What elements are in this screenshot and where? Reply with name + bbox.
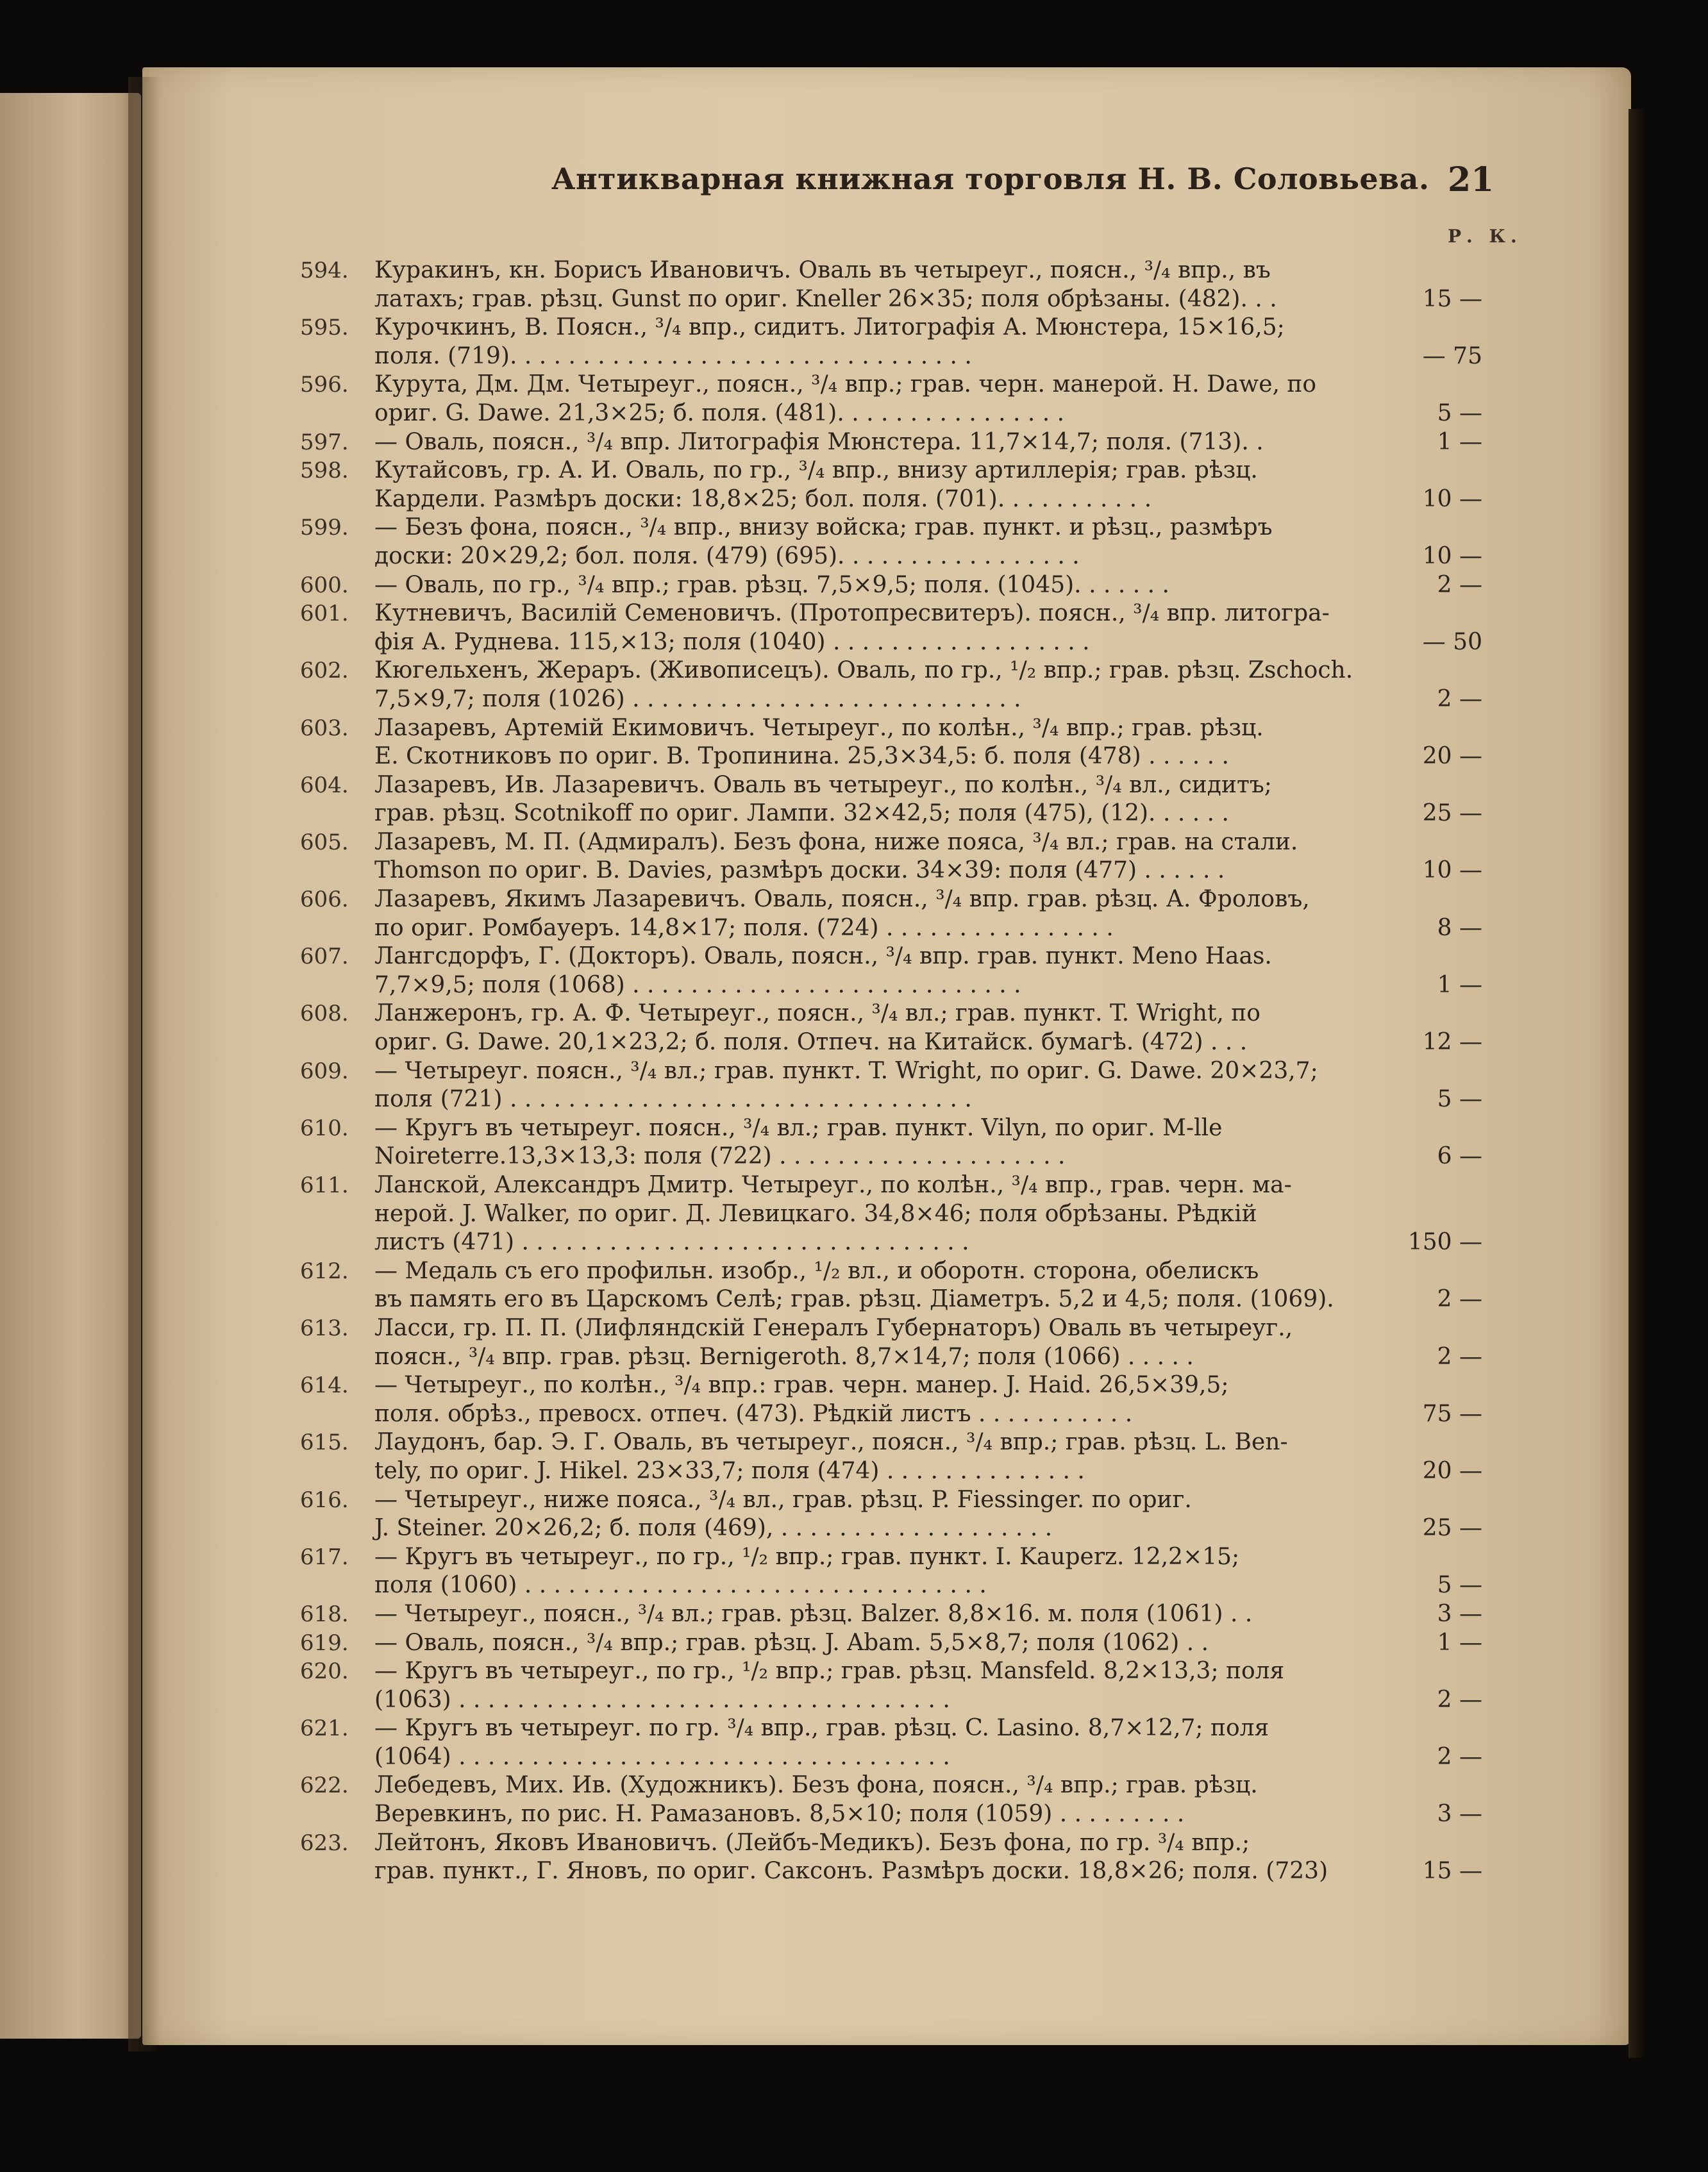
catalog-entry [0, 1486, 1487, 1543]
entry-number: 604. [300, 772, 349, 798]
entry-line [0, 1657, 1487, 1686]
entry-line [0, 542, 1487, 571]
entry-text: — Кругъ въ четыреуг. по гр. ³/₄ впр., грав. рѣзц. C. Lasino. 8,7×12,7; поля [374, 1715, 1269, 1742]
entry-text: — Четыреуг., ниже пояса., ³/₄ вл., грав. рѣзц. P. Fiessinger. по ориг. [374, 1486, 1192, 1513]
catalog-entry [0, 1714, 1487, 1771]
catalog-entry [0, 942, 1487, 999]
entry-line [0, 942, 1487, 971]
entry-price: 2 — [1437, 685, 1482, 712]
entry-number: 605. [300, 829, 349, 855]
entry-line [0, 885, 1487, 914]
entry-price: 1 — [1437, 1629, 1482, 1656]
entry-number: 622. [300, 1773, 349, 1799]
entry-line [0, 514, 1487, 542]
entry-line [0, 256, 1487, 285]
entry-number: 620. [300, 1658, 349, 1685]
entry-number: 607. [300, 944, 349, 970]
entry-text: Кардели. Размѣръ доски: 18,8×25; бол. поля. (701). . . . . . . . . . . [374, 485, 1152, 512]
entry-line [0, 856, 1487, 885]
entry-text: нерой. J. Walker, по ориг. Д. Левицкаго. 34,8×46; поля обрѣзаны. Рѣдкій [374, 1200, 1257, 1227]
entry-text: Thomson по ориг. B. Davies, размѣръ доски. 34×39: поля (477) . . . . . . [374, 857, 1225, 884]
entry-text: Лангсдорфъ, Г. (Докторъ). Оваль, поясн., ³/₄ впр. грав. пункт. Meno Haas. [374, 943, 1272, 970]
entry-line [0, 628, 1487, 657]
entry-text: — Безъ фона, поясн., ³/₄ впр., внизу войска; грав. пункт. и рѣзц., размѣръ [374, 514, 1273, 541]
entry-price: 8 — [1437, 914, 1482, 941]
entry-number: 618. [300, 1601, 349, 1627]
entry-text: Noireterre.13,3×13,3: поля (722) . . . . . . . . . . . . . . . . . . . . [374, 1143, 1066, 1170]
entry-price: 3 — [1437, 1600, 1482, 1627]
entry-line [0, 1085, 1487, 1114]
entry-number: 595. [300, 315, 349, 341]
catalog-entry [0, 1314, 1487, 1371]
entry-price: 5 — [1437, 1572, 1482, 1599]
catalog-entry [0, 1171, 1487, 1257]
entry-line [0, 1571, 1487, 1600]
entry-line [0, 1257, 1487, 1286]
entry-price: 6 — [1437, 1143, 1482, 1170]
entry-line [0, 1228, 1487, 1257]
entry-text: — Медаль съ его профильн. изобр., ¹/₂ вл., и оборотн. сторона, обелискъ [374, 1257, 1259, 1284]
entry-line [0, 1714, 1487, 1743]
entry-line [0, 456, 1487, 485]
entry-price: 20 — [1422, 743, 1482, 770]
entry-price: 1 — [1437, 971, 1482, 998]
entry-line [0, 313, 1487, 342]
entry-price: 25 — [1422, 800, 1482, 827]
entry-text: Ласси, гр. П. П. (Лифляндскій Генералъ Губернаторъ) Оваль въ четыреуг., [374, 1314, 1293, 1341]
catalog-entry [0, 1428, 1487, 1485]
entry-number: 619. [300, 1630, 349, 1656]
entry-text: — Четыреуг., по колѣн., ³/₄ впр.: грав. черн. манер. J. Haid. 26,5×39,5; [374, 1372, 1229, 1399]
entry-line [0, 1857, 1487, 1886]
catalog-entry [0, 771, 1487, 828]
entry-number: 610. [300, 1115, 349, 1141]
entry-line [0, 1514, 1487, 1543]
entry-price: 12 — [1422, 1029, 1482, 1056]
entry-line [0, 1428, 1487, 1457]
catalog-entry [0, 656, 1487, 714]
entry-text: Кутневичъ, Василій Семеновичъ. (Протопресвитеръ). поясн., ³/₄ впр. литогра- [374, 600, 1330, 627]
entry-number: 598. [300, 458, 349, 484]
entry-line [0, 1771, 1487, 1800]
entry-line [0, 656, 1487, 685]
entry-text: Лазаревъ, Якимъ Лазаревичъ. Оваль, поясн., ³/₄ впр. грав. рѣзц. А. Фроловъ, [374, 886, 1310, 913]
catalog-entry [0, 1057, 1487, 1114]
entry-number: 621. [300, 1716, 349, 1742]
entry-text: Лейтонъ, Яковъ Ивановичъ. (Лейбъ-Медикъ). Безъ фона, по гр. ³/₄ впр.; [374, 1829, 1250, 1856]
entry-line [0, 1600, 1487, 1629]
entry-text: поля. (719). . . . . . . . . . . . . . . . . . . . . . . . . . . . . . . . [374, 342, 972, 369]
entry-text: (1063) . . . . . . . . . . . . . . . . . . . . . . . . . . . . . . . . . . [374, 1686, 950, 1713]
entry-line [0, 1371, 1487, 1400]
entry-line [0, 1314, 1487, 1343]
entry-number: 597. [300, 429, 349, 455]
entry-line [0, 342, 1487, 371]
entry-line [0, 1057, 1487, 1086]
entry-text: Кюгельхенъ, Жераръ. (Живописецъ). Оваль, по гр., ¹/₂ впр.; грав. рѣзц. Zschoch. [374, 657, 1353, 684]
entry-text: Лазаревъ, Ив. Лазаревичъ. Оваль въ четыреуг., по колѣн., ³/₄ вл., сидитъ; [374, 771, 1272, 798]
entry-line [0, 1171, 1487, 1200]
entry-text: поля (1060) . . . . . . . . . . . . . . . . . . . . . . . . . . . . . . . . [374, 1572, 987, 1599]
entry-line [0, 1486, 1487, 1515]
entry-text: фія А. Руднева. 115,×13; поля (1040) . . . . . . . . . . . . . . . . . . [374, 628, 1090, 655]
page-edge-shadow [1628, 109, 1645, 2058]
entry-price: 1 — [1437, 428, 1482, 455]
entry-text: — Оваль, поясн., ³/₄ впр. Литографія Мюнстера. 11,7×14,7; поля. (713). . [374, 428, 1264, 455]
entry-price: 5 — [1437, 1086, 1482, 1113]
entry-text: (1064) . . . . . . . . . . . . . . . . . . . . . . . . . . . . . . . . . . [374, 1743, 950, 1770]
entry-text: ориг. G. Dawe. 21,3×25; б. поля. (481). . . . . . . . . . . . . . . . [374, 399, 1065, 426]
entry-text: — Кругъ въ четыреуг., по гр., ¹/₂ впр.; грав. пункт. I. Kauperz. 12,2×15; [374, 1543, 1240, 1570]
catalog-entry [0, 828, 1487, 885]
entry-text: Ланской, Александръ Дмитр. Четыреуг., по колѣн., ³/₄ впр., грав. черн. ма- [374, 1172, 1292, 1198]
catalog-entry [0, 1114, 1487, 1171]
catalog-entry [0, 1629, 1487, 1658]
entry-line [0, 1343, 1487, 1372]
entry-price: 10 — [1422, 485, 1482, 512]
entry-line [0, 1142, 1487, 1171]
running-head: Антикварная книжная торговля Н. В. Соловьева. [551, 162, 1430, 196]
entry-number: 596. [300, 372, 349, 398]
entry-price: 10 — [1422, 542, 1482, 569]
entry-line [0, 1200, 1487, 1229]
entry-number: 608. [300, 1001, 349, 1027]
entry-line [0, 1743, 1487, 1772]
entry-text: листъ (471) . . . . . . . . . . . . . . . . . . . . . . . . . . . . . . . [374, 1229, 969, 1256]
catalog-entry [0, 313, 1487, 371]
entry-line [0, 1114, 1487, 1143]
entry-number: 594. [300, 258, 349, 283]
entry-price: 2 — [1437, 1686, 1482, 1713]
entry-number: 612. [300, 1258, 349, 1284]
entry-text: грав. рѣзц. Scotnikoff по ориг. Лампи. 32×42,5; поля (475), (12). . . . . . [374, 800, 1229, 827]
entry-line [0, 999, 1487, 1028]
entry-line [0, 1629, 1487, 1658]
entry-number: 609. [300, 1058, 349, 1084]
entry-price: 15 — [1422, 1858, 1482, 1885]
entry-text: грав. пункт., Г. Яновъ, по ориг. Саксонъ. Размѣръ доски. 18,8×26; поля. (723) [374, 1858, 1328, 1885]
entry-line [0, 1028, 1487, 1057]
entry-line [0, 1457, 1487, 1486]
entry-price: 2 — [1437, 1743, 1482, 1770]
entry-text: — Оваль, поясн., ³/₄ впр.; грав. рѣзц. J. Abam. 5,5×8,7; поля (1062) . . [374, 1629, 1209, 1656]
entry-number: 606. [300, 887, 349, 913]
entry-line [0, 914, 1487, 943]
catalog-entry [0, 371, 1487, 428]
entry-text: Лаудонъ, бар. Э. Г. Оваль, въ четыреуг., поясн., ³/₄ впр.; грав. рѣзц. L. Ben- [374, 1429, 1288, 1456]
catalog-entry [0, 1600, 1487, 1629]
entry-text: Лебедевъ, Мих. Ив. (Художникъ). Безъ фона, поясн., ³/₄ впр.; грав. рѣзц. [374, 1772, 1258, 1799]
entry-number: 601. [300, 601, 349, 627]
catalog-entry [0, 714, 1487, 771]
entry-line [0, 685, 1487, 714]
entry-text: Куракинъ, кн. Борисъ Ивановичъ. Оваль въ четыреуг., поясн., ³/₄ впр., въ [374, 257, 1271, 283]
entry-price: 10 — [1422, 857, 1482, 884]
entry-line [0, 1543, 1487, 1572]
entry-text: — Оваль, по гр., ³/₄ впр.; грав. рѣзц. 7,5×9,5; поля. (1045). . . . . . . [374, 571, 1169, 598]
entry-number: 613. [300, 1315, 349, 1341]
catalog-entry [0, 514, 1487, 571]
entry-text: Е. Скотниковъ по ориг. В. Тропинина. 25,3×34,5: б. поля (478) . . . . . . [374, 743, 1229, 770]
entry-number: 614. [300, 1373, 349, 1399]
entry-line [0, 371, 1487, 399]
entry-line [0, 1800, 1487, 1829]
entry-price: 15 — [1422, 285, 1482, 312]
entry-line [0, 485, 1487, 514]
entry-text: Курочкинъ, В. Поясн., ³/₄ впр., сидитъ. Литографія А. Мюнстера, 15×16,5; [374, 314, 1285, 341]
entry-number: 600. [300, 572, 349, 598]
entry-text: поясн., ³/₄ впр. грав. рѣзц. Bernigeroth. 8,7×14,7; поля (1066) . . . . . [374, 1343, 1194, 1370]
entry-number: 616. [300, 1487, 349, 1513]
entry-line [0, 771, 1487, 800]
entry-price: 150 — [1407, 1229, 1482, 1256]
entry-text: — Четыреуг. поясн., ³/₄ вл.; грав. пункт. T. Wright, по ориг. G. Dawe. 20×23,7; [374, 1057, 1318, 1084]
catalog-entry [0, 1543, 1487, 1600]
entry-price: 75 — [1422, 1400, 1482, 1427]
entry-price: — 75 [1422, 342, 1482, 369]
entry-text: латахъ; грав. рѣзц. Gunst по ориг. Kneller 26×35; поля обрѣзаны. (482). . . [374, 285, 1277, 312]
entry-text: tely, по ориг. J. Hikel. 23×33,7; поля (474) . . . . . . . . . . . . . . [374, 1457, 1085, 1484]
entry-line [0, 714, 1487, 743]
entry-number: 623. [300, 1830, 349, 1856]
entry-text: — Кругъ въ четыреуг. поясн., ³/₄ вл.; грав. пункт. Vilyn, по ориг. M-lle [374, 1114, 1223, 1141]
price-column-header: Р. К. [1448, 226, 1522, 247]
entry-text: 7,7×9,5; поля (1068) . . . . . . . . . . . . . . . . . . . . . . . . . . . [374, 971, 1021, 998]
entry-line [0, 1285, 1487, 1314]
catalog-entry [0, 599, 1487, 656]
entry-text: — Четыреуг., поясн., ³/₄ вл.; грав. рѣзц. Balzer. 8,8×16. м. поля (1061) . . [374, 1600, 1253, 1627]
entry-text: — Кругъ въ четыреуг., по гр., ¹/₂ впр.; грав. рѣзц. Mansfeld. 8,2×13,3; поля [374, 1658, 1285, 1685]
entry-text: поля. обрѣз., превосх. отпеч. (473). Рѣдкій листъ . . . . . . . . . . . [374, 1400, 1133, 1427]
entry-text: доски: 20×29,2; бол. поля. (479) (695). . . . . . . . . . . . . . . . . [374, 542, 1080, 569]
entry-text: Кутайсовъ, гр. А. И. Оваль, по гр., ³/₄ впр., внизу артиллерія; грав. рѣзц. [374, 457, 1258, 484]
catalog-entry [0, 428, 1487, 457]
entry-text: 7,5×9,7; поля (1026) . . . . . . . . . . . . . . . . . . . . . . . . . . . [374, 685, 1021, 712]
entry-number: 603. [300, 715, 349, 741]
entry-text: Лазаревъ, М. П. (Адмиралъ). Безъ фона, ниже пояса, ³/₄ вл.; грав. на стали. [374, 828, 1298, 855]
entry-price: 25 — [1422, 1515, 1482, 1542]
entry-text: J. Steiner. 20×26,2; б. поля (469), . . . . . . . . . . . . . . . . . . . [374, 1515, 1053, 1542]
entry-text: Курута, Дм. Дм. Четыреуг., поясн., ³/₄ впр.; грав. черн. манерой. H. Dawe, по [374, 371, 1317, 398]
entry-price: — 50 [1422, 628, 1482, 655]
entry-number: 611. [300, 1173, 349, 1198]
entry-price: 2 — [1437, 571, 1482, 598]
entry-text: Ланжеронъ, гр. А. Ф. Четыреуг., поясн., ³/₄ вл.; грав. пункт. T. Wright, по [374, 1000, 1260, 1027]
entry-line [0, 799, 1487, 828]
catalog-entries [0, 256, 1487, 1886]
entry-price: 3 — [1437, 1801, 1482, 1828]
entry-line [0, 971, 1487, 1000]
catalog-entry [0, 256, 1487, 313]
entry-price: 2 — [1437, 1343, 1482, 1370]
catalog-entry [0, 885, 1487, 942]
entry-line [0, 828, 1487, 857]
entry-number: 615. [300, 1430, 349, 1456]
entry-line [0, 1829, 1487, 1858]
entry-line [0, 742, 1487, 771]
entry-price: 5 — [1437, 399, 1482, 426]
catalog-entry [0, 456, 1487, 514]
entry-text: ориг. G. Dawe. 20,1×23,2; б. поля. Отпеч. на Китайск. бумагѣ. (472) . . . [374, 1029, 1248, 1056]
catalog-entry [0, 1257, 1487, 1314]
entry-text: по ориг. Ромбауеръ. 14,8×17; поля. (724) . . . . . . . . . . . . . . . . [374, 914, 1114, 941]
entry-line [0, 1686, 1487, 1715]
entry-line [0, 428, 1487, 457]
catalog-entry [0, 1771, 1487, 1828]
entry-line [0, 399, 1487, 428]
entry-text: Лазаревъ, Артемій Екимовичъ. Четыреуг., по колѣн., ³/₄ впр.; грав. рѣзц. [374, 714, 1264, 741]
page-number: 21 [1448, 160, 1494, 199]
entry-number: 599. [300, 515, 349, 541]
catalog-entry [0, 1371, 1487, 1428]
catalog-entry [0, 1829, 1487, 1886]
catalog-entry [0, 1657, 1487, 1714]
entry-line [0, 285, 1487, 314]
catalog-entry [0, 999, 1487, 1057]
entry-number: 602. [300, 658, 349, 684]
entry-line [0, 571, 1487, 600]
entry-number: 617. [300, 1544, 349, 1570]
entry-price: 2 — [1437, 1286, 1482, 1313]
entry-text: въ память его въ Царскомъ Селѣ; грав. рѣзц. Діаметръ. 5,2 и 4,5; поля. (1069). [374, 1286, 1334, 1313]
entry-price: 20 — [1422, 1457, 1482, 1484]
entry-line [0, 1400, 1487, 1429]
entry-text: поля (721) . . . . . . . . . . . . . . . . . . . . . . . . . . . . . . . . [374, 1086, 972, 1113]
catalog-entry [0, 571, 1487, 600]
entry-line [0, 599, 1487, 628]
entry-text: Веревкинъ, по рис. Н. Рамазановъ. 8,5×10; поля (1059) . . . . . . . . . [374, 1801, 1185, 1828]
